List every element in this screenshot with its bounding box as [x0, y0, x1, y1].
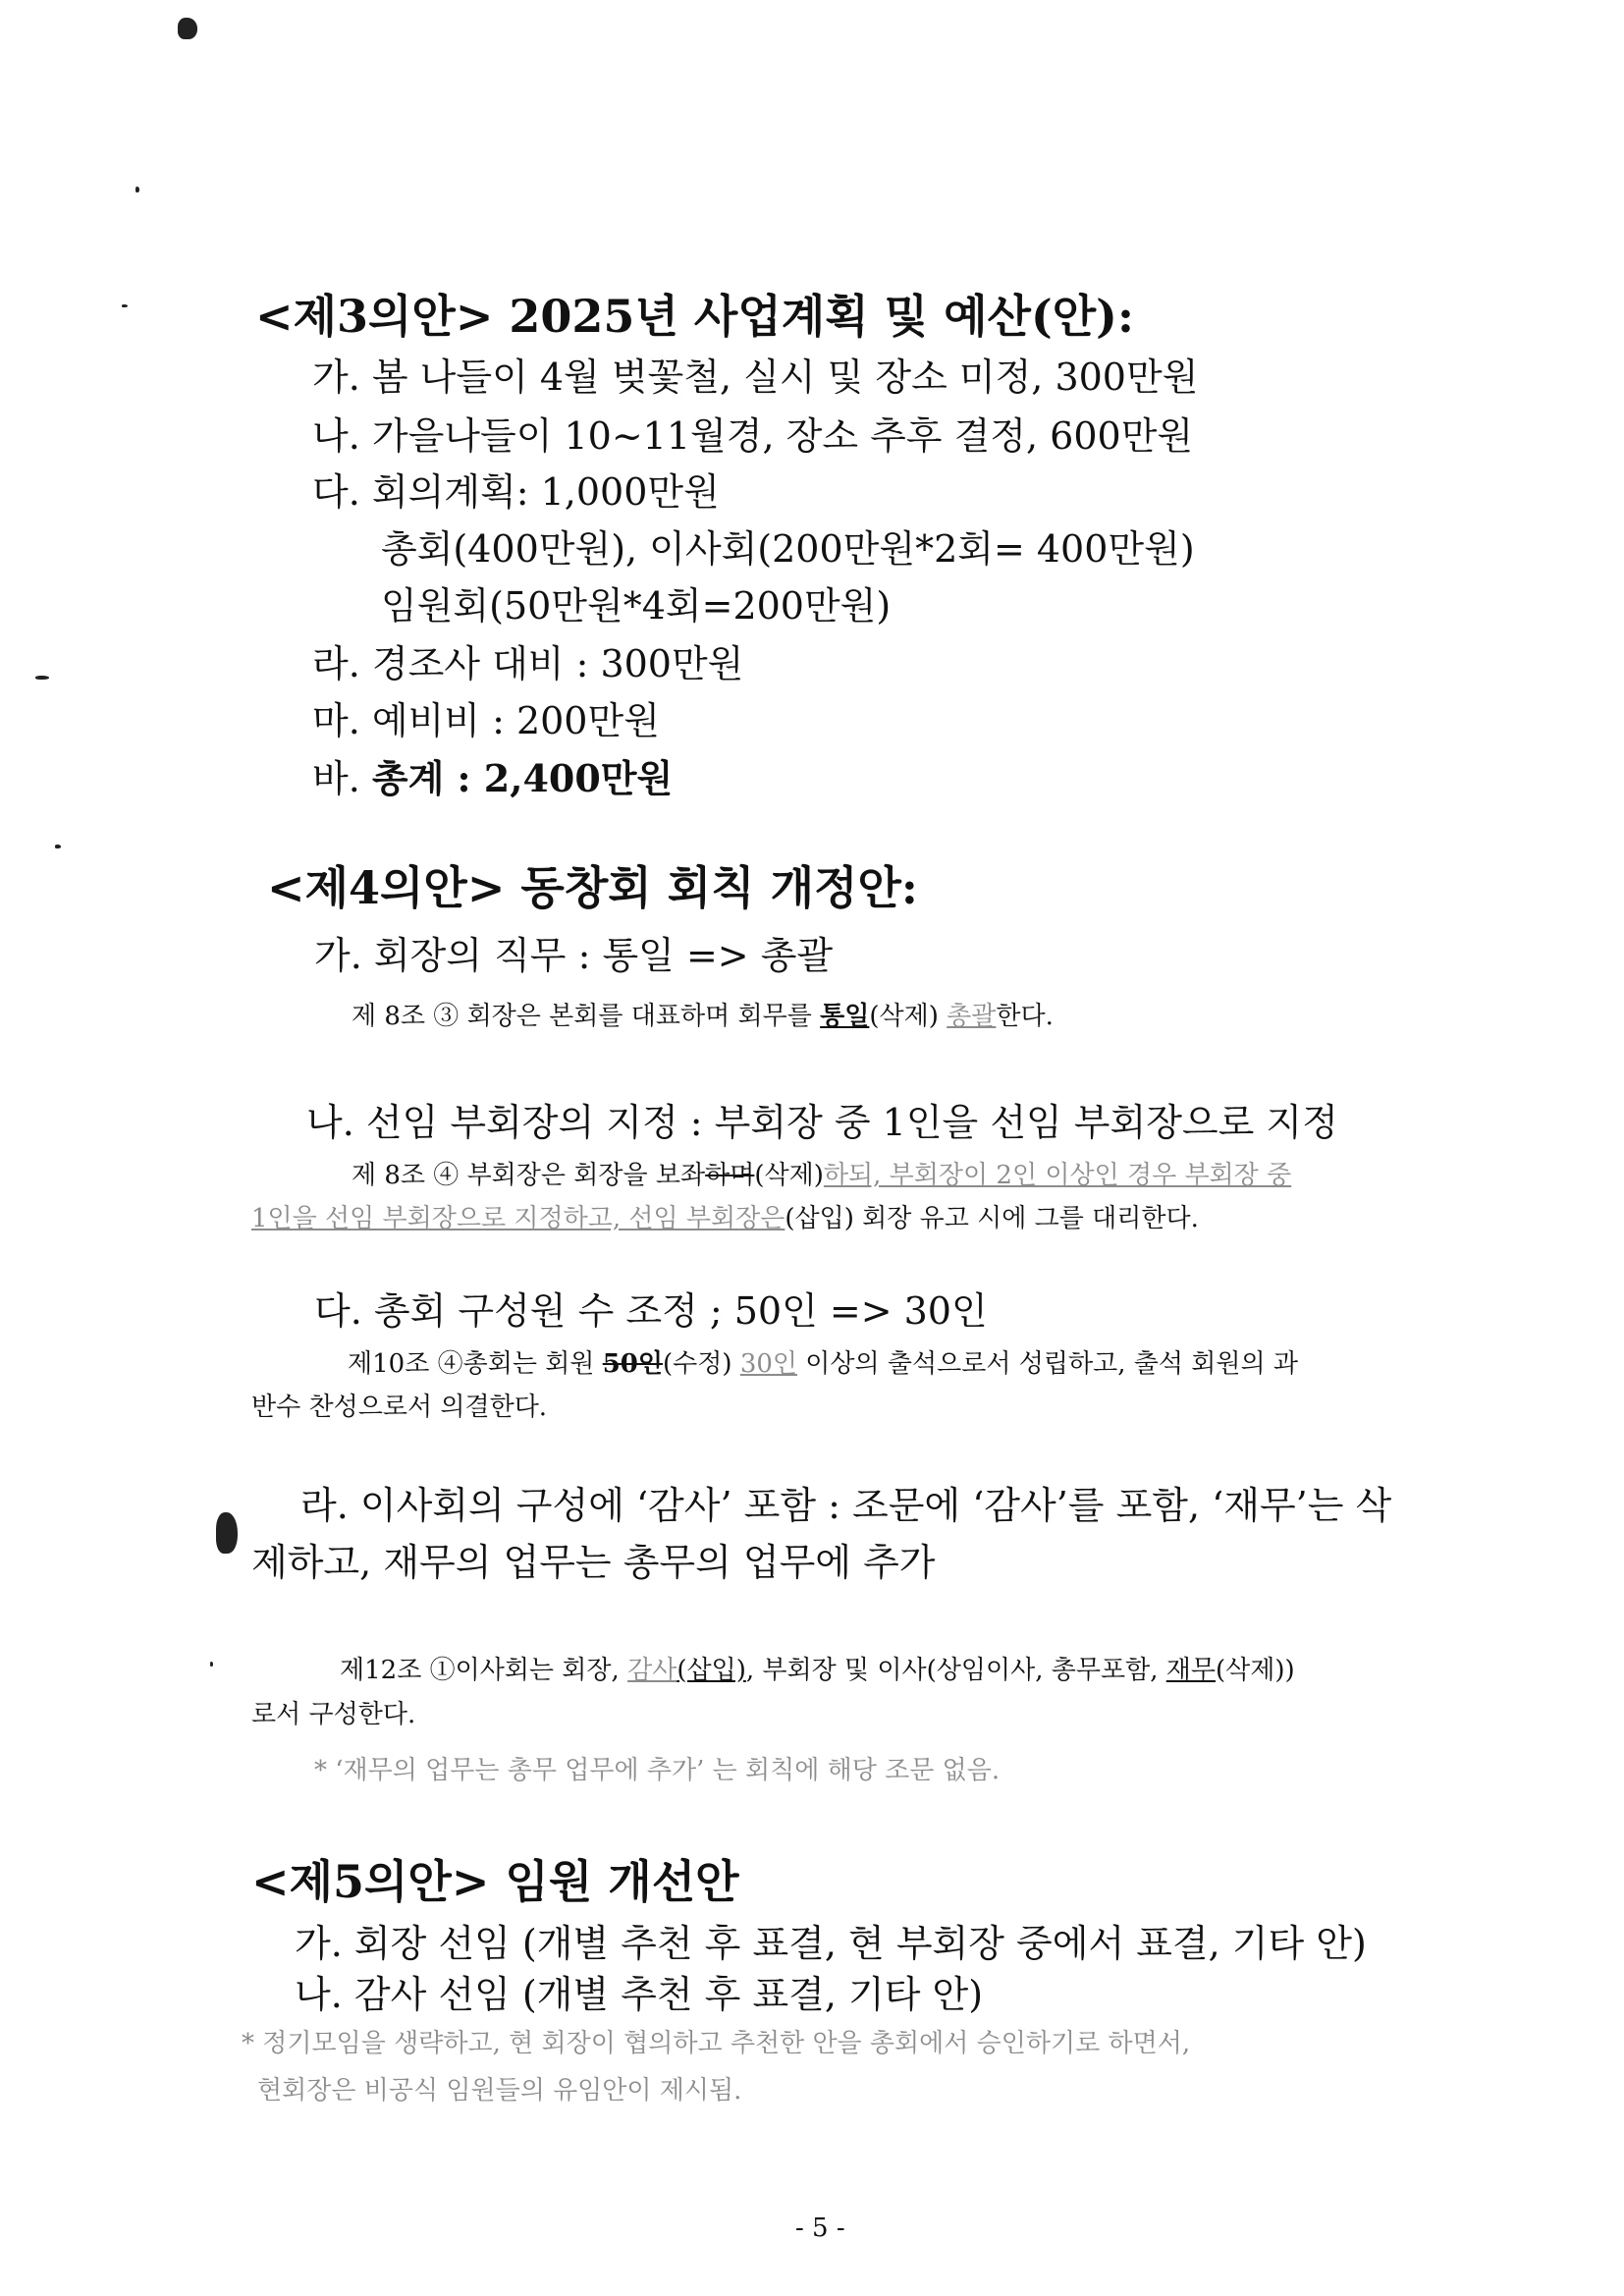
inserted-text: 총괄 [947, 1002, 997, 1031]
agenda4-title: <제4의안> 동창회 회칙 개정안: [267, 861, 918, 914]
agenda3-item-ra: 라. 경조사 대비 : 300만원 [312, 642, 744, 685]
agenda3-item-ma: 마. 예비비 : 200만원 [312, 699, 660, 742]
agenda3-item-ba [312, 748, 673, 802]
agenda5-note-line2: 현회장은 비공식 임원들의 유임안이 제시됨. [257, 2076, 742, 2105]
agenda4-ga-heading: 가. 회장의 직무 : 통일 => 총괄 [314, 934, 834, 977]
agenda5-title: <제5의안> 임원 개선안 [251, 1855, 739, 1908]
agenda4-ra-heading-line2: 제하고, 재무의 업무는 총무의 업무에 추가 [251, 1541, 936, 1584]
inserted-text: 30인 [739, 1349, 798, 1379]
agenda3-item-ga: 가. 봄 나들이 4월 벚꽃철, 실시 및 장소 미정, 300만원 [312, 355, 1199, 399]
deleted-text: 통일 [820, 1002, 870, 1031]
agenda4-ra-note: * ‘재무의 업무는 총무 업무에 추가’ 는 회칙에 해당 조문 없음. [314, 1756, 1001, 1785]
scan-speck [35, 676, 49, 680]
scan-speck [55, 845, 61, 848]
agenda5-item-na: 나. 감사 선임 (개별 추천 후 표결, 기타 안) [295, 1973, 984, 2016]
scan-speck [216, 1512, 238, 1554]
agenda4-ra-heading-line1: 라. 이사회의 구성에 ‘감사’ 포함 : 조문에 ‘감사’를 포함, ‘재무’는 삭 [300, 1484, 1392, 1527]
agenda4-ga-clause [352, 996, 1054, 1032]
scan-speck [122, 304, 128, 307]
insert-note: (삽입) [677, 1656, 746, 1685]
inserted-text: 감사 [627, 1656, 677, 1685]
agenda4-ra-clause-line2: 로서 구성한다. [251, 1700, 416, 1729]
agenda4-da-heading: 다. 총회 구성원 수 조정 ; 50인 => 30인 [314, 1289, 988, 1333]
agenda5-note-line1: * 정기모임을 생략하고, 현 회장이 협의하고 추천한 안을 총회에서 승인하기로 하면서, [242, 2029, 1191, 2058]
scan-speck [210, 1662, 213, 1667]
clause-text: 제12조 ①이사회는 회장, [340, 1656, 628, 1685]
page-number: - 5 - [795, 2214, 845, 2243]
inserted-text: 하되, 부회장이 2인 이상인 경우 부회장 중 [823, 1161, 1292, 1190]
agenda3-total: 총계 : 2,400만원 [371, 756, 674, 800]
agenda5-item-ga: 가. 회장 선임 (개별 추천 후 표결, 현 부회장 중에서 표결, 기타 안) [295, 1922, 1367, 1965]
deleted-text: 50인 [602, 1349, 664, 1379]
modify-note: (수정) [663, 1349, 740, 1379]
deleted-text: 재무 [1165, 1656, 1216, 1685]
delete-note: (삭제)) [1215, 1656, 1295, 1685]
agenda3-item-da-sub1: 총회(400만원), 이사회(200만원*2회= 400만원) [381, 527, 1195, 571]
agenda4-na-clause-line1 [352, 1155, 1291, 1191]
clause-text-cont: 이상의 출석으로서 성립하고, 출석 회원의 과 [797, 1349, 1298, 1379]
agenda3-item-ba-prefix: 바. [312, 757, 372, 800]
agenda3-item-da-sub2: 임원회(50만원*4회=200만원) [381, 584, 892, 628]
agenda3-title: <제3의안> 2025년 사업계획 및 예산(안): [255, 290, 1134, 343]
delete-note: (삭제) [754, 1161, 824, 1190]
scan-speck [178, 18, 197, 39]
inserted-text: 1인을 선임 부회장으로 지정하고, 선임 부회장은 [251, 1204, 785, 1233]
agenda4-da-clause-line2: 반수 찬성으로서 의결한다. [251, 1393, 548, 1422]
agenda3-item-da: 다. 회의계획: 1,000만원 [312, 470, 720, 514]
insert-note: (삽입) 회장 유고 시에 그를 대리한다. [785, 1204, 1199, 1233]
agenda4-na-clause-line2 [251, 1198, 1199, 1234]
clause-text: 제10조 ④총회는 회원 [348, 1349, 603, 1379]
agenda4-da-clause-line1 [348, 1343, 1298, 1380]
clause-text: 제 8조 ③ 회장은 본회를 대표하며 회무를 [352, 1002, 821, 1031]
clause-text: 제 8조 ④ 부회장은 회장을 보좌 [352, 1161, 706, 1190]
agenda4-na-heading: 나. 선임 부회장의 지정 : 부회장 중 1인을 선임 부회장으로 지정 [306, 1101, 1338, 1144]
agenda3-item-na: 나. 가을나들이 10~11월경, 장소 추후 결정, 600만원 [312, 414, 1194, 458]
clause-text-end: 한다. [996, 1002, 1054, 1031]
agenda4-ra-clause-line1 [340, 1650, 1295, 1686]
clause-text-cont: , 부회장 및 이사(상임이사, 총무포함, [745, 1656, 1166, 1685]
scan-speck [135, 187, 139, 192]
deleted-text: 하며 [705, 1161, 755, 1190]
delete-note: (삭제) [869, 1002, 947, 1031]
